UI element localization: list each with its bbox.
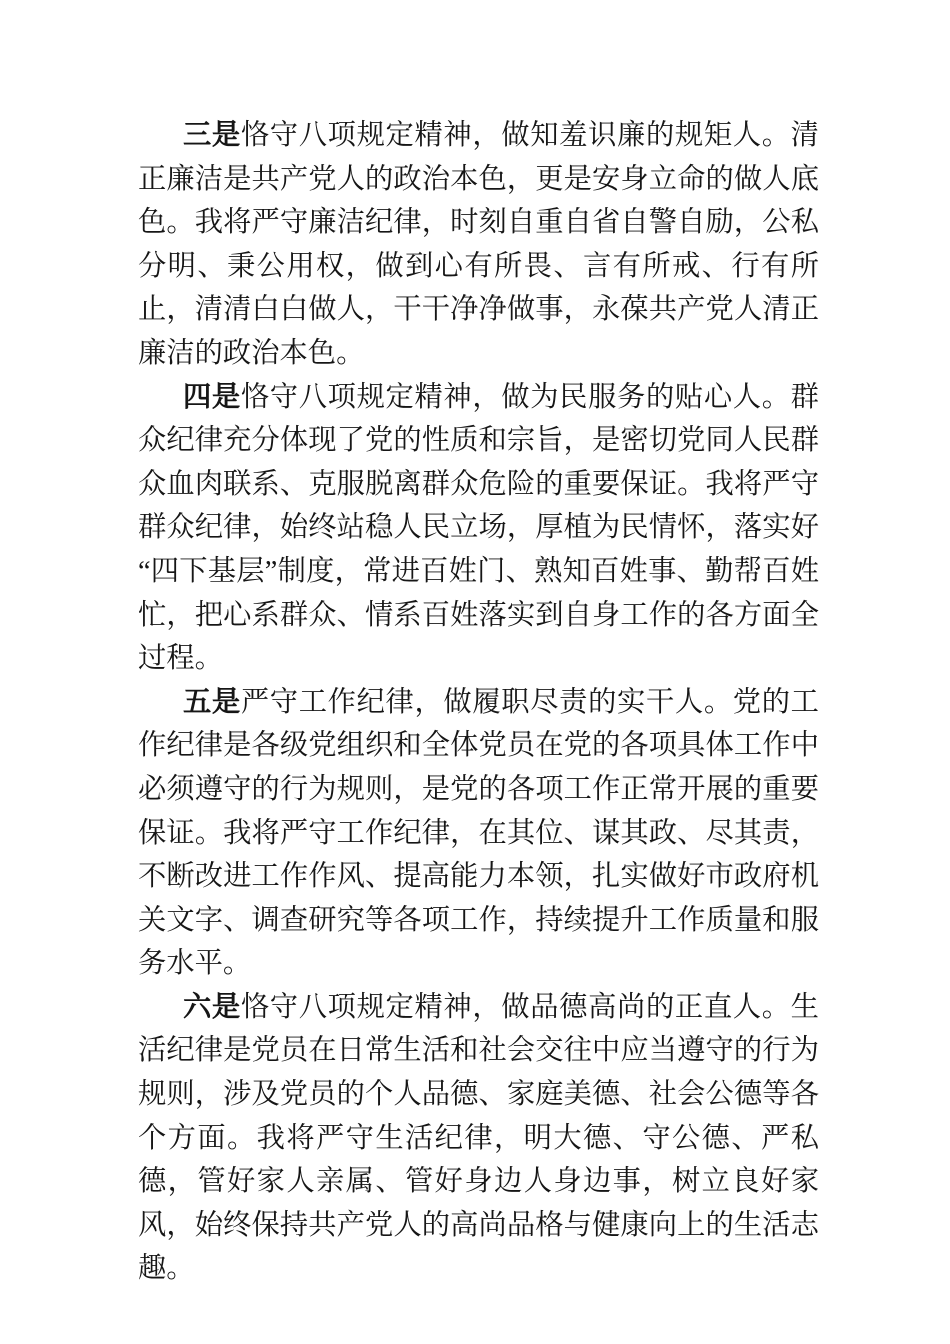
paragraph-lead: 四是 (183, 381, 241, 413)
paragraph (138, 986, 819, 1291)
paragraph-lead: 三是 (183, 120, 241, 151)
document-body (138, 114, 819, 1291)
paragraph-lead: 六是 (183, 991, 241, 1023)
paragraph-text: 恪守八项规定精神，做品德高尚的正直人。生活纪律是党员在日常生活和社会交往中应当遵守的行为规则，涉及党员的个人品德、家庭美德、社会公德等各个方面。我将严守生活纪律，明大德、守公德、严私德，管好家人亲属、管好身边人身边事，树立良好家风，始终保持共产党人的高尚品格与健康向上的生活志趣。 (138, 991, 819, 1285)
paragraph (138, 376, 819, 681)
paragraph (138, 114, 819, 376)
paragraph-lead: 五是 (183, 686, 241, 718)
paragraph-text: 严守工作纪律，做履职尽责的实干人。党的工作纪律是各级党组织和全体党员在党的各项具体工作中必须遵守的行为规则，是党的各项工作正常开展的重要保证。我将严守工作纪律，在其位、谋其政、尽其责，不断改进工作作风、提高能力本领，扎实做好市政府机关文字、调查研究等各项工作，持续提升工作质量和服务水平。 (138, 686, 819, 980)
paragraph (138, 681, 819, 986)
paragraph-text: 恪守八项规定精神，做为民服务的贴心人。群众纪律充分体现了党的性质和宗旨，是密切党同人民群众血肉联系、克服脱离群众危险的重要保证。我将严守群众纪律，始终站稳人民立场，厚植为民情怀，落实好“四下基层”制度，常进百姓门、熟知百姓事、勤帮百姓忙，把心系群众、情系百姓落实到自身工作的各方面全过程。 (138, 381, 819, 675)
paragraph-text: 恪守八项规定精神，做知羞识廉的规矩人。清正廉洁是共产党人的政治本色，更是安身立命的做人底色。我将严守廉洁纪律，时刻自重自省自警自励，公私分明、秉公用权，做到心有所畏、言有所戒、行有所止，清清白白做人，干干净净做事，永葆共产党人清正廉洁的政治本色。 (138, 120, 819, 369)
